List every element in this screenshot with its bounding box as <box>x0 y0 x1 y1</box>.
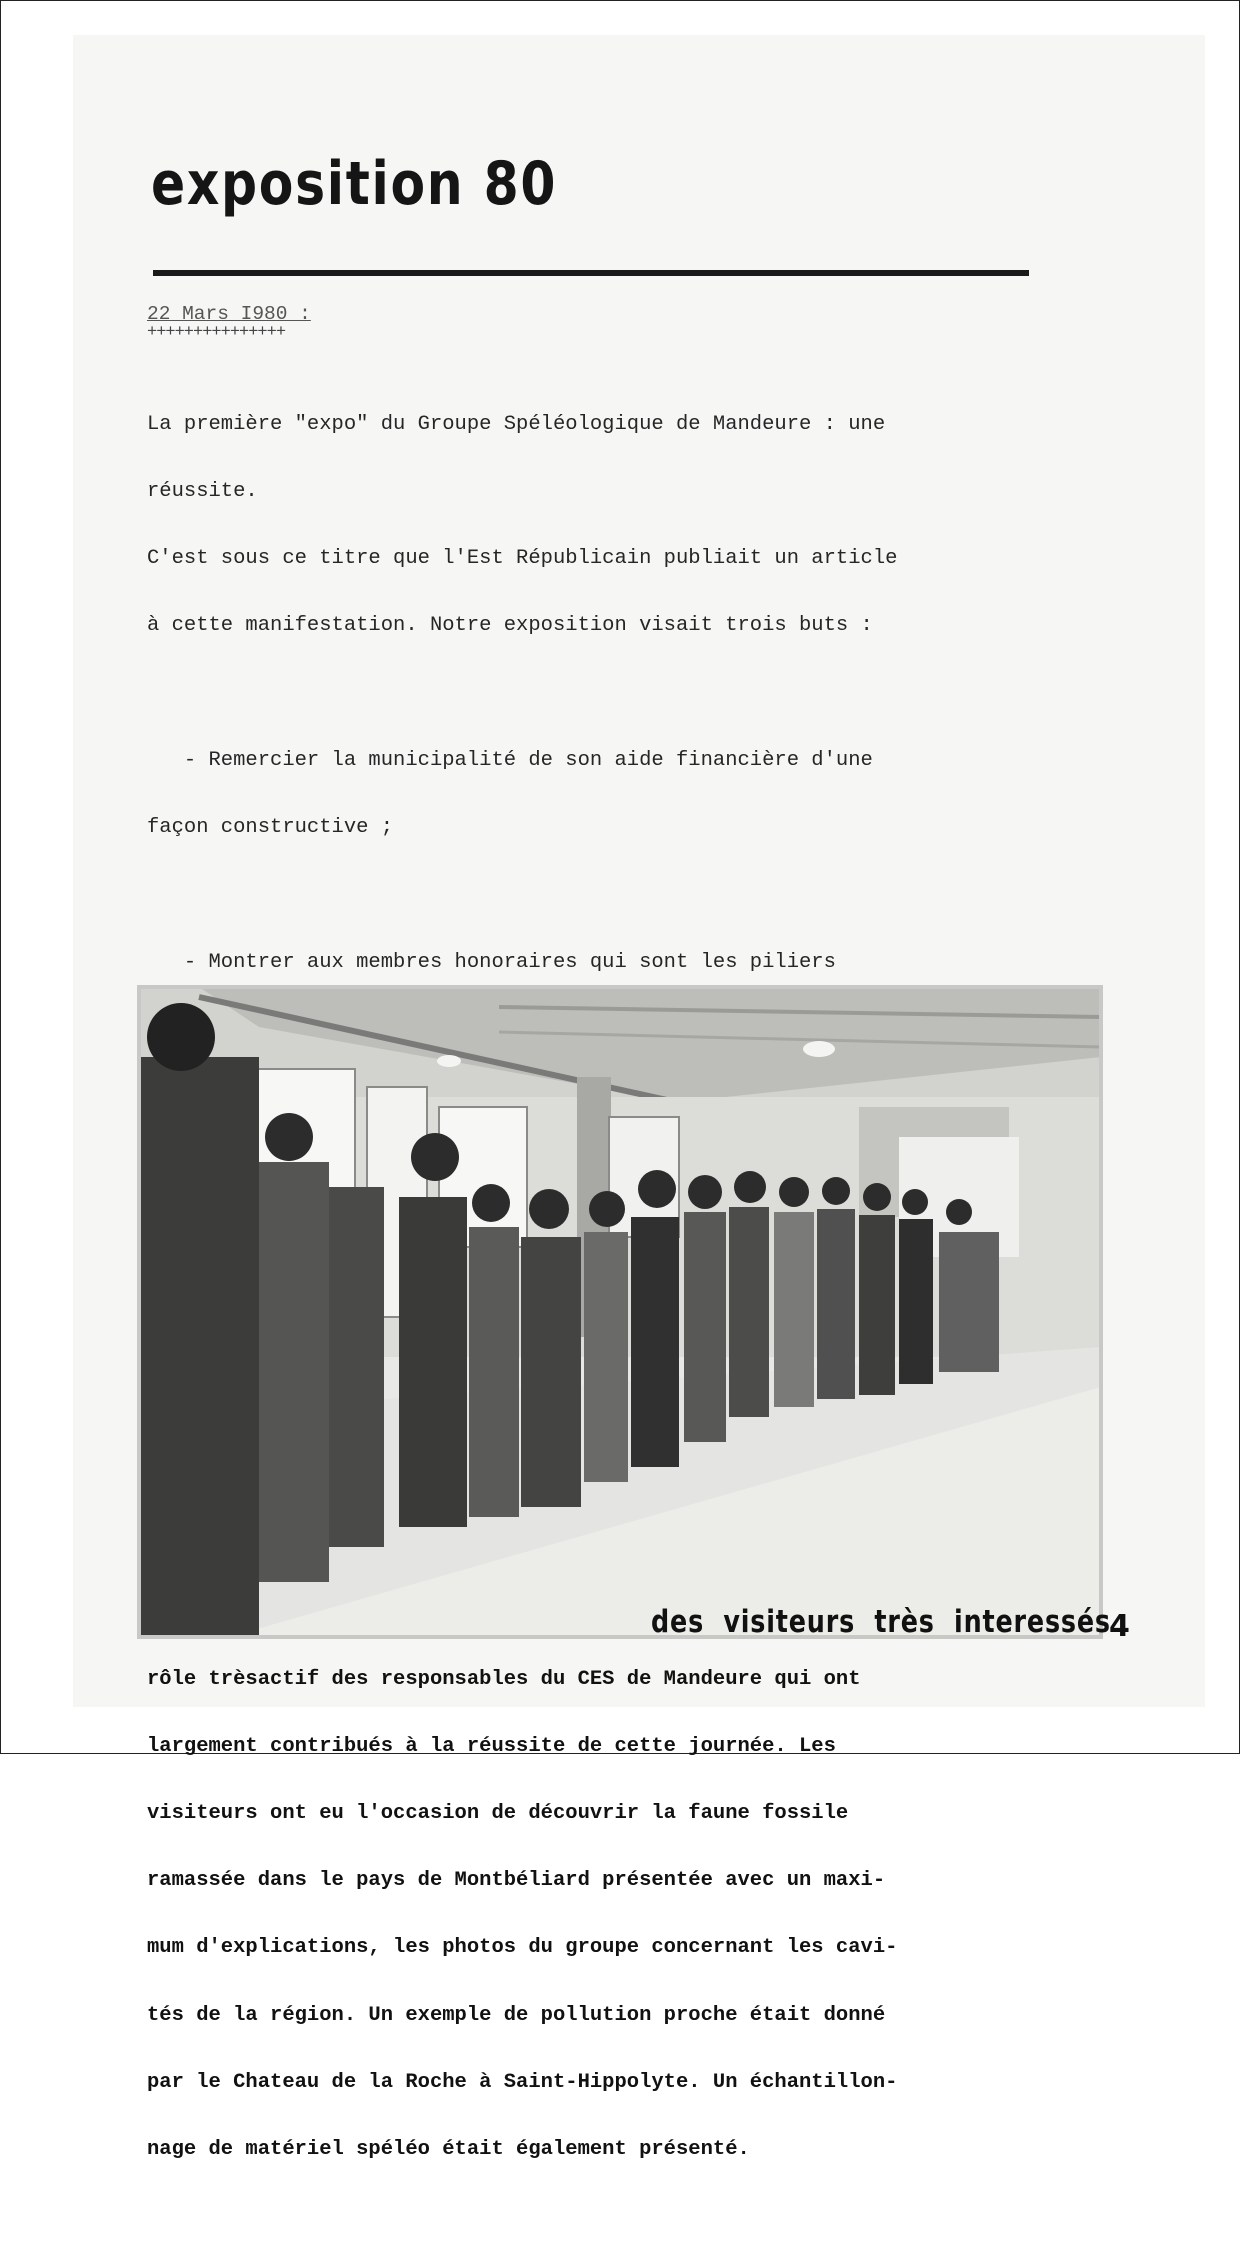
conclusion-line: rôle trèsactif des responsables du CES de Mandeure qui ont <box>147 1667 861 1691</box>
visitors-photo-illustration <box>139 987 1101 1637</box>
conclusion-line: tés de la région. Un exemple de pollution proche était donné <box>147 2003 886 2027</box>
conclusion-line: par le Chateau de la Roche à Saint-Hippolyte. Un échantillon- <box>147 2070 898 2094</box>
goal-line: façon constructive ; <box>147 816 394 840</box>
exhibition-photo <box>139 987 1101 1637</box>
goal-line: - Remercier la municipalité de son aide financière d'une <box>147 748 873 772</box>
intro-line: La première "expo" du Groupe Spéléologique de Mandeure : une <box>147 412 886 436</box>
title-divider <box>153 270 1029 276</box>
goal-line: - Montrer aux membres honoraires qui sont les piliers <box>147 950 836 974</box>
intro-line: réussite. <box>147 480 258 504</box>
date-separator: +++++++++++++++ <box>147 323 286 342</box>
conclusion-line: visiteurs ont eu l'occasion de découvrir la faune fossile <box>147 1801 849 1825</box>
intro-line: C'est sous ce titre que l'Est Républicain publiait un article <box>147 547 898 571</box>
conclusion-line: ramassée dans le pays de Montbéliard présentée avec un maxi- <box>147 1869 886 1893</box>
page-title: exposition 80 <box>151 149 558 219</box>
article-date: 22 Mars I980 : <box>147 303 311 325</box>
conclusion-line: largement contribués à la réussite de cette journée. Les <box>147 1734 836 1758</box>
conclusion-line: nage de matériel spéléo était également présenté. <box>147 2138 750 2162</box>
intro-line: à cette manifestation. Notre exposition visait trois buts : <box>147 614 873 638</box>
page-number: 4 <box>1109 1609 1130 1644</box>
conclusion-line: mum d'explications, les photos du groupe concernant les cavi- <box>147 1936 898 1960</box>
photo-caption: des visiteurs très interessés <box>651 1604 1111 1640</box>
